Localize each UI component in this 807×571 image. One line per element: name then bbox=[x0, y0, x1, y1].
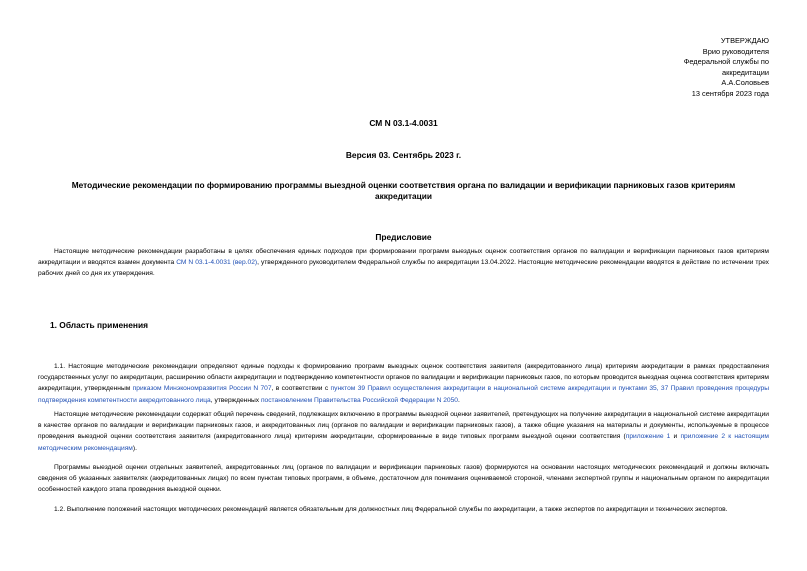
appendix-2-link[interactable]: приложение 2 к настоящим методическим рекомендациям bbox=[38, 433, 769, 452]
approval-line: УТВЕРЖДАЮ bbox=[720, 36, 769, 45]
document-title: Методические рекомендации по формированию программы выездной оценки соответствия органа по валидации и верификации парниковых газов критериям аккредитации bbox=[71, 180, 736, 201]
text-run: 1.1. Настоящие методические рекомендации определяют единые подходы к формированию программ выездных оценок соответствия заявителя (аккредитованного лица) критериям аккредитации в рамках предоставления государственных услуг по аккредитации, расширению области аккредитации и подтверждению компетентности органов по валидации и верификации парниковых газов, по которым проводится выездная оценка соответствия критериям аккредитации, утвержденным bbox=[38, 363, 769, 393]
approval-block bbox=[684, 36, 769, 100]
approval-line: Федеральной службы по bbox=[683, 57, 769, 67]
text-run: и bbox=[670, 433, 681, 441]
resolution-link[interactable]: постановлением Правительства Российской Федерации N 2050 bbox=[260, 396, 458, 404]
section-paragraph: Программы выездной оценки отдельных заявителей, аккредитованных лиц (органов по валидации и верификации парниковых газов) формируются на основании настоящих методических рекомендаций и должны включать сведения об указанных заявителях (аккредитованных лицах) по всем пунктам типовых программ, в объеме, достаточном для понимания оцениваемой стороной, членами экспертной группы и национальным органом по аккредитации особенностей каждого этапа проведения выездной оценки. bbox=[38, 464, 769, 494]
approval-line: А.А.Соловьев bbox=[721, 78, 769, 88]
document-version: Версия 03. Сентябрь 2023 г. bbox=[345, 150, 462, 160]
section-paragraph: 1.2. Выполнение положений настоящих методических рекомендаций является обязательным для должностных лиц Федеральной службы по аккредитации, а также экспертов по аккредитации и технических экспертов. bbox=[54, 506, 728, 513]
preface-heading: Предисловие bbox=[375, 232, 432, 242]
order-link[interactable]: приказом Минэкономразвития России N 707 bbox=[132, 385, 272, 393]
approval-line: 13 сентября 2023 года bbox=[691, 88, 769, 98]
document-link[interactable]: СМ N 03.1-4.0031 bbox=[176, 259, 231, 267]
text-run: , утвержденных bbox=[210, 396, 261, 404]
document-number: СМ N 03.1-4.0031 bbox=[369, 118, 438, 128]
text-run: Настоящие методические рекомендации содержат общий перечень сведений, подлежащих включению в программы выездной оценки заявителей, претендующих на получение аккредитации в национальной системе аккредитации в качестве органов по валидации и верификации парниковых газов, и аккредитованных лиц (органов по валидации и верификации парниковых газов), а также общие указания на материалы и документы, используемые в процессе проведения выездной оценки соответствия заявителя (аккредитованного лица) критериям аккредитации, сформированные в виде типовых программ выездной оценки соответствия ( bbox=[38, 411, 769, 441]
text-run: , утвержденного руководителем Федеральной службы по аккредитации 13.04.2022. Настоящие методические рекомендации вводятся в действие по истечении трех рабочих дней со дня их утверждения. bbox=[38, 259, 769, 278]
rules-link[interactable]: пунктом 39 Правил осуществления аккредитации в национальной системе аккредитации и пунктами 35, 37 Правил проведения процедуры подтверждения компетентности аккредитованного лица bbox=[38, 385, 769, 404]
approval-line: аккредитации bbox=[722, 67, 769, 77]
text-run: ). bbox=[132, 444, 137, 452]
appendix-1-link[interactable]: приложение 1 bbox=[625, 433, 671, 441]
version-link[interactable]: (вер.02) bbox=[232, 259, 258, 267]
text-run: Настоящие методические рекомендации разработаны в целях обеспечения единых подходов при формировании программ выездных оценок соответствия органов по валидации и верификации парниковых газов критериям аккредитации и вводятся взамен документа bbox=[38, 248, 769, 267]
section-paragraph bbox=[38, 361, 769, 406]
approval-line: Врио руководителя bbox=[702, 46, 769, 56]
text-run: . bbox=[457, 396, 460, 404]
text-run: , в соответствии с bbox=[271, 385, 331, 393]
section-paragraph bbox=[38, 409, 769, 454]
preface-paragraph bbox=[38, 246, 769, 280]
section-heading: 1. Область применения bbox=[50, 320, 148, 330]
